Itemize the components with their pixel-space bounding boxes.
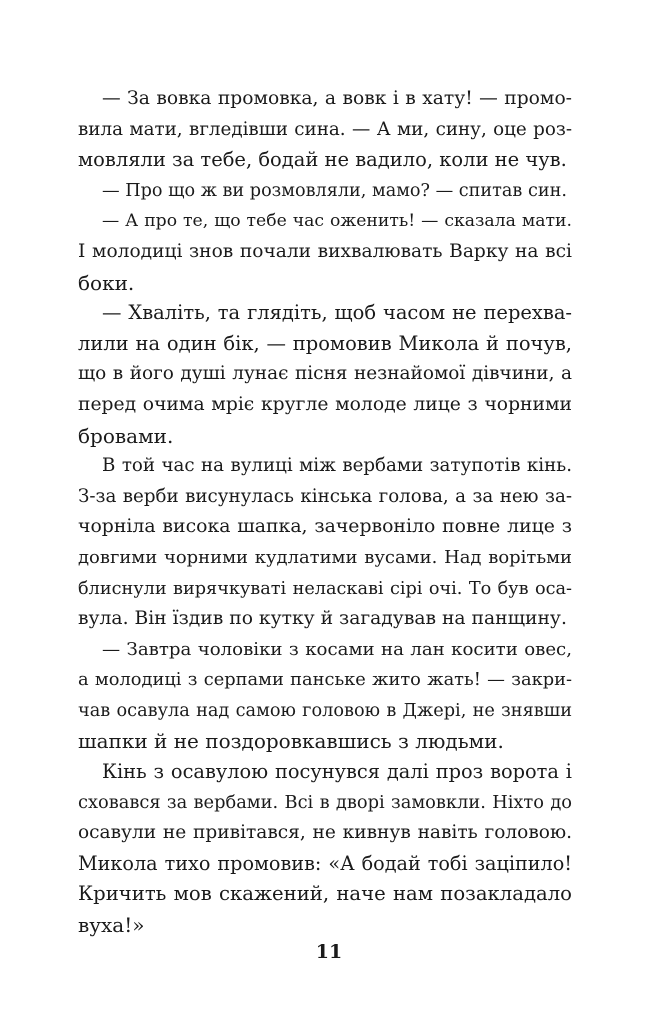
text-line: чорніла висока шапка, зачервоніло повне лице з [78,516,572,538]
text-line: вуха!» [78,913,145,938]
text-line: довгими чорними кудлатими вусами. Над ворітьми [78,546,572,568]
text-line: сховався за вербами. Всі в дворі замовкли. Ніхто до [78,791,572,813]
text-line: Кінь з осавулою посунувся далі проз ворота і [102,760,572,784]
text-line: боки. [78,270,135,295]
text-line: мовляли за тебе, бодай не вадило, коли не чув. [78,148,567,172]
text-line: — Про що ж ви розмовляли, мамо? — спитав син. [102,180,567,201]
page-body-text [78,84,572,941]
text-line: перед очима мріє кругле молоде лице з чорними [78,393,572,415]
text-line: чав осавула над самою головою в Джері, не знявши [78,700,572,721]
text-line: що в його душі лунає пісня незнайомої дівчини, а [78,363,572,385]
text-line: вула. Він їздив по кутку й загадував на панщину. [78,608,567,630]
text-line: шапки й не поздоровкавшись з людьми. [78,729,504,754]
text-line: І молодиці знов почали вихвалювать Варку на всі [78,240,572,262]
text-line: — Хваліть, та глядіть, щоб часом не перехва- [102,301,572,325]
text-line: З-за верби висунулась кінська голова, а за нею за- [78,485,572,507]
text-line: осавули не привітався, не кивнув навіть головою. [78,822,572,844]
text-line: — Завтра чоловіки з косами на лан косити овес, [102,638,572,660]
text-line: — А про те, що тебе час оженить! — сказала мати. [102,211,572,232]
text-line: бровами. [78,423,174,448]
text-line: — За вовка промовка, а вовк і в хату! — промо- [102,88,572,109]
text-line: вила мати, вгледівши сина. — А ми, сину, оце роз- [78,118,572,140]
text-line: лили на один бік, — промовив Микола й почув, [78,331,572,355]
text-line: Кричить мов скажений, наче нам позакладало [78,882,572,906]
text-line: блиснули вирячкуваті неласкаві сірі очі. То був оса- [78,578,572,599]
text-line: Микола тихо промовив: «А бодай тобі заціпило! [78,851,572,875]
page-number: 11 [315,941,343,963]
text-line: а молодиці з серпами панське жито жать! — закри- [78,669,572,691]
text-line: В той час на вулиці між вербами затупотів кінь. [102,455,572,477]
